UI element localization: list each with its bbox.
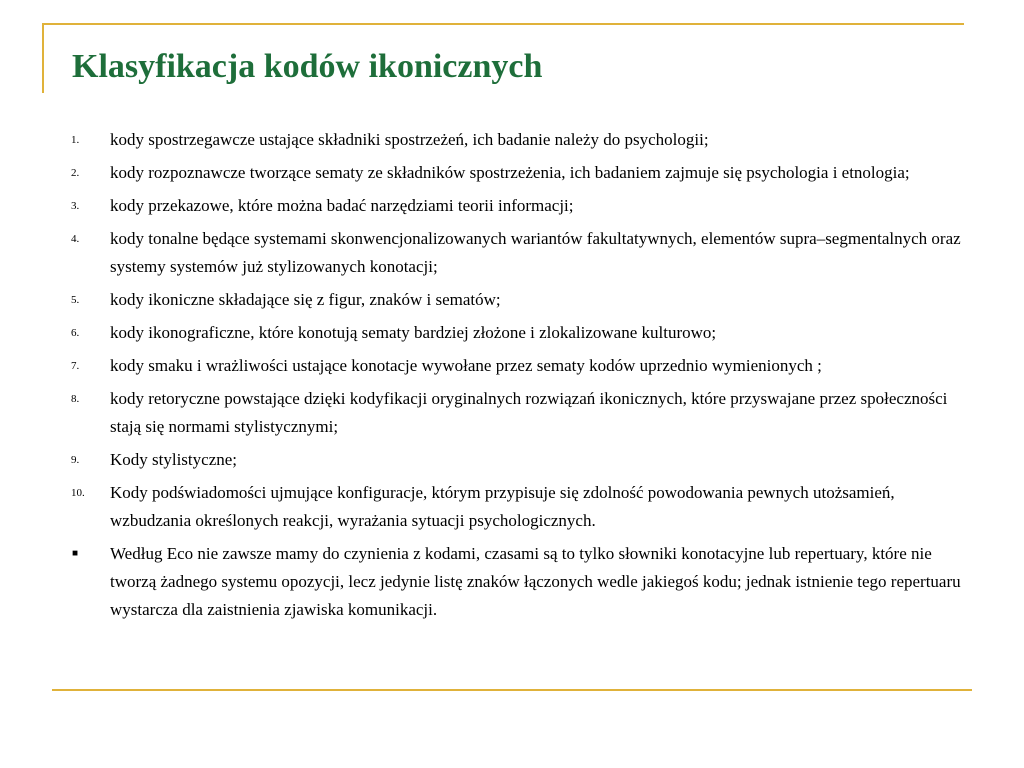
list-number: 4.	[71, 233, 80, 245]
square-bullet-icon: ■	[72, 548, 79, 559]
list-number: 2.	[71, 167, 80, 179]
list-number: 10.	[71, 487, 85, 499]
list-item-text: Kody podświadomości ujmujące konfiguracje, którym przypisuje się zdolność powodowania pewnych utożsamień, wzbudzania określonych reakcji, wyrażania sytuacji psychologicznych.	[110, 483, 895, 530]
list-item	[66, 159, 976, 187]
slide-title: Klasyfikacja kodów ikonicznych	[72, 48, 543, 85]
bullet-item-text: Według Eco nie zawsze mamy do czynienia z kodami, czasami są to tylko słowniki konotacyjne lub repertuary, które nie tworzą żadnego systemu opozycji, lecz jedynie listę znaków łączonych wedle jakiegoś kodu; jednak istnienie tego repertuaru wystarcza dla zaistnienia zjawiska komunikacji.	[110, 544, 961, 619]
list-item-text: kody rozpoznawcze tworzące sematy ze składników spostrzeżenia, ich badaniem zajmuje się psychologia i etnologia;	[110, 163, 910, 182]
list-number: 9.	[71, 454, 80, 466]
bullet-item	[66, 540, 976, 624]
list-item	[66, 385, 976, 441]
left-accent-line	[42, 23, 44, 93]
list-number: 6.	[71, 327, 80, 339]
list-item-text: kody przekazowe, które można badać narzędziami teorii informacji;	[110, 196, 574, 215]
list-number: 7.	[71, 360, 80, 372]
list-item	[66, 352, 976, 380]
bottom-divider-line	[52, 689, 972, 691]
list-number: 3.	[71, 200, 80, 212]
list-item	[66, 479, 976, 535]
list-item	[66, 446, 976, 474]
list-number: 1.	[71, 134, 80, 146]
list-item-text: Kody stylistyczne;	[110, 450, 238, 469]
list-item-text: kody retoryczne powstające dzięki kodyfikacji oryginalnych rozwiązań ikonicznych, które przyswajane przez społeczności stają się normami stylistycznymi;	[110, 389, 948, 436]
list-item	[66, 192, 976, 220]
slide-content	[66, 126, 976, 629]
top-divider-line	[42, 23, 964, 25]
list-item-text: kody ikonograficzne, które konotują sematy bardziej złożone i zlokalizowane kulturowo;	[110, 323, 717, 342]
list-number: 5.	[71, 294, 80, 306]
list-item-text: kody smaku i wrażliwości ustające konotacje wywołane przez sematy kodów uprzednio wymienionych ;	[110, 356, 822, 375]
list-item	[66, 225, 976, 281]
list-item	[66, 286, 976, 314]
list-item-text: kody tonalne będące systemami skonwencjonalizowanych wariantów fakultatywnych, elementów supra–segmentalnych oraz systemy systemów już stylizowanych konotacji;	[110, 229, 961, 276]
list-item-text: kody spostrzegawcze ustające składniki spostrzeżeń, ich badanie należy do psychologii;	[110, 130, 709, 149]
list-item	[66, 319, 976, 347]
list-item-text: kody ikoniczne składające się z figur, znaków i sematów;	[110, 290, 501, 309]
list-number: 8.	[71, 393, 80, 405]
list-item	[66, 126, 976, 154]
